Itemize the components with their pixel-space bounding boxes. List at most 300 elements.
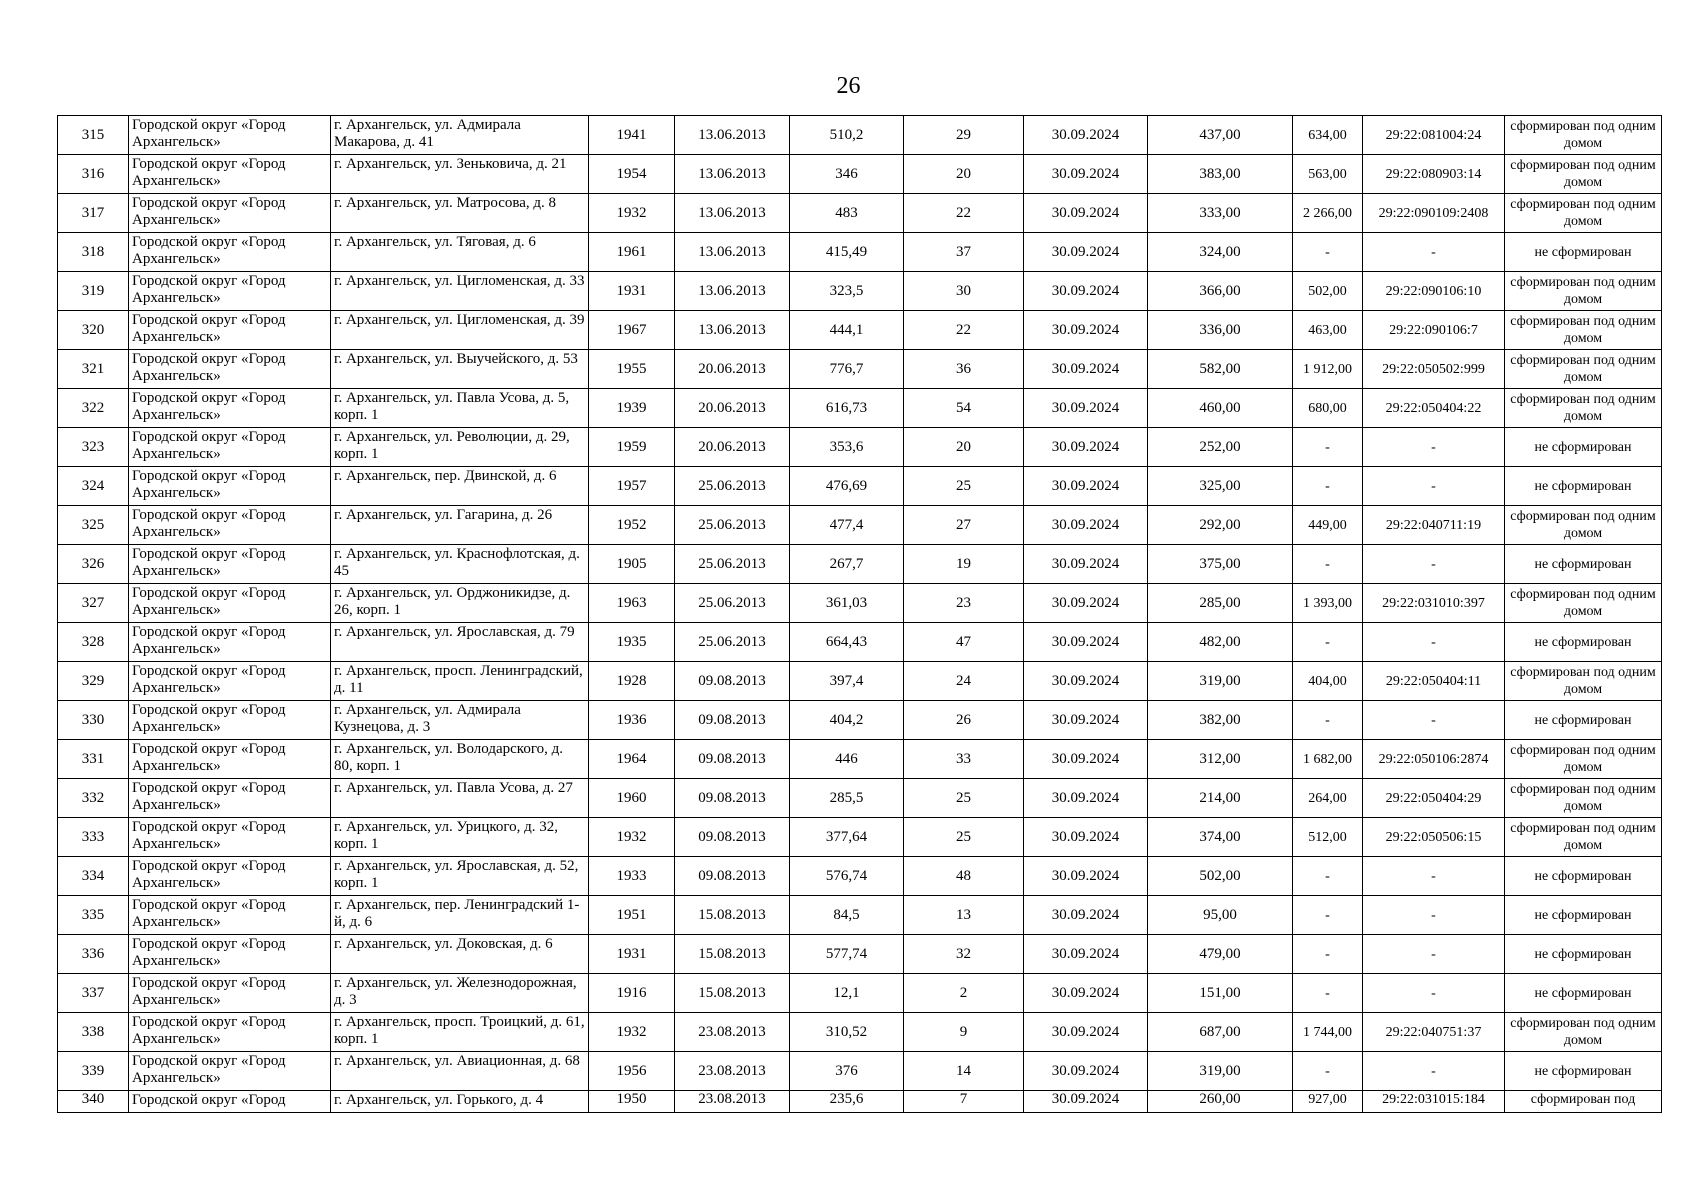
cell-deadline: 30.09.2024 (1024, 701, 1148, 740)
cell-municipality: Городской округ «Город Архангельск» (129, 935, 331, 974)
cell-area: 483 (790, 194, 904, 233)
cell-address: г. Архангельск, просп. Ленинградский, д. 11 (331, 662, 589, 701)
cell-number: 332 (58, 779, 129, 818)
cell-deadline: 30.09.2024 (1024, 506, 1148, 545)
cell-number: 330 (58, 701, 129, 740)
cell-municipality: Городской округ «Город Архангельск» (129, 857, 331, 896)
table-row (58, 779, 1662, 818)
cell-land-area: - (1293, 896, 1363, 935)
cell-cadastral-number: - (1363, 974, 1505, 1013)
table-row (58, 896, 1662, 935)
cell-land-status: сформирован под одним домом (1505, 584, 1662, 623)
cell-cadastral-number: - (1363, 428, 1505, 467)
cell-address: г. Архангельск, просп. Троицкий, д. 61, корп. 1 (331, 1013, 589, 1052)
cell-build-year: 1931 (589, 272, 675, 311)
cell-area: 477,4 (790, 506, 904, 545)
cell-deadline: 30.09.2024 (1024, 116, 1148, 155)
table-row (58, 116, 1662, 155)
cell-number: 322 (58, 389, 129, 428)
cell-land-status: сформирован под одним домом (1505, 1013, 1662, 1052)
cell-cadastral-number: 29:22:081004:24 (1363, 116, 1505, 155)
cell-municipality: Городской округ «Город Архангельск» (129, 389, 331, 428)
cell-number: 335 (58, 896, 129, 935)
cell-build-year: 1931 (589, 935, 675, 974)
cell-deadline: 30.09.2024 (1024, 155, 1148, 194)
cell-address: г. Архангельск, ул. Зеньковича, д. 21 (331, 155, 589, 194)
cell-municipality: Городской округ «Город Архангельск» (129, 545, 331, 584)
cell-land-area: 1 744,00 (1293, 1013, 1363, 1052)
cell-deadline: 30.09.2024 (1024, 1091, 1148, 1113)
cell-deadline: 30.09.2024 (1024, 311, 1148, 350)
cell-residents: 20 (904, 428, 1024, 467)
cell-municipality: Городской округ «Город Архангельск» (129, 428, 331, 467)
table-row (58, 194, 1662, 233)
cell-cadastral-number: - (1363, 935, 1505, 974)
cell-land-area: 463,00 (1293, 311, 1363, 350)
cell-area: 776,7 (790, 350, 904, 389)
cell-deadline: 30.09.2024 (1024, 194, 1148, 233)
cell-municipality: Городской округ «Город (129, 1091, 331, 1113)
cell-area-planned: 687,00 (1148, 1013, 1293, 1052)
cell-deadline: 30.09.2024 (1024, 1052, 1148, 1091)
cell-residents: 32 (904, 935, 1024, 974)
cell-land-area: 404,00 (1293, 662, 1363, 701)
cell-residents: 25 (904, 779, 1024, 818)
cell-area-planned: 437,00 (1148, 116, 1293, 155)
cell-area: 616,73 (790, 389, 904, 428)
table-row (58, 740, 1662, 779)
cell-cadastral-number: 29:22:050404:11 (1363, 662, 1505, 701)
cell-address: г. Архангельск, ул. Павла Усова, д. 27 (331, 779, 589, 818)
cell-area-planned: 333,00 (1148, 194, 1293, 233)
cell-recognition-date: 13.06.2013 (675, 233, 790, 272)
table-row (58, 233, 1662, 272)
cell-address: г. Архангельск, ул. Цигломенская, д. 33 (331, 272, 589, 311)
cell-address: г. Архангельск, ул. Доковская, д. 6 (331, 935, 589, 974)
cell-address: г. Архангельск, ул. Горького, д. 4 (331, 1091, 589, 1113)
cell-address: г. Архангельск, ул. Адмирала Макарова, д. 41 (331, 116, 589, 155)
cell-residents: 9 (904, 1013, 1024, 1052)
cell-land-area: - (1293, 623, 1363, 662)
table-row (58, 701, 1662, 740)
cell-build-year: 1932 (589, 194, 675, 233)
cell-number: 324 (58, 467, 129, 506)
cell-deadline: 30.09.2024 (1024, 662, 1148, 701)
cell-build-year: 1963 (589, 584, 675, 623)
cell-number: 334 (58, 857, 129, 896)
cell-land-area: - (1293, 1052, 1363, 1091)
cell-recognition-date: 13.06.2013 (675, 194, 790, 233)
cell-municipality: Городской округ «Город Архангельск» (129, 662, 331, 701)
cell-municipality: Городской округ «Город Архангельск» (129, 311, 331, 350)
cell-number: 340 (58, 1091, 129, 1113)
cell-build-year: 1932 (589, 1013, 675, 1052)
cell-land-area: - (1293, 467, 1363, 506)
cell-number: 339 (58, 1052, 129, 1091)
cell-land-area: 512,00 (1293, 818, 1363, 857)
cell-area: 285,5 (790, 779, 904, 818)
cell-build-year: 1955 (589, 350, 675, 389)
cell-cadastral-number: 29:22:090109:2408 (1363, 194, 1505, 233)
cell-cadastral-number: 29:22:050404:22 (1363, 389, 1505, 428)
cell-area: 84,5 (790, 896, 904, 935)
cell-residents: 24 (904, 662, 1024, 701)
table-row (58, 974, 1662, 1013)
cell-residents: 23 (904, 584, 1024, 623)
cell-land-status: не сформирован (1505, 428, 1662, 467)
cell-area: 397,4 (790, 662, 904, 701)
cell-land-status: сформирован под одним домом (1505, 818, 1662, 857)
cell-recognition-date: 20.06.2013 (675, 350, 790, 389)
cell-municipality: Городской округ «Город Архангельск» (129, 779, 331, 818)
cell-address: г. Архангельск, ул. Краснофлотская, д. 45 (331, 545, 589, 584)
cell-address: г. Архангельск, ул. Матросова, д. 8 (331, 194, 589, 233)
cell-land-area: 680,00 (1293, 389, 1363, 428)
cell-deadline: 30.09.2024 (1024, 272, 1148, 311)
cell-land-area: - (1293, 428, 1363, 467)
cell-municipality: Городской округ «Город Архангельск» (129, 350, 331, 389)
cell-area-planned: 382,00 (1148, 701, 1293, 740)
cell-cadastral-number: 29:22:031015:184 (1363, 1091, 1505, 1113)
cell-area: 476,69 (790, 467, 904, 506)
cell-build-year: 1933 (589, 857, 675, 896)
cell-number: 318 (58, 233, 129, 272)
cell-land-status: сформирован под одним домом (1505, 350, 1662, 389)
cell-land-area: 927,00 (1293, 1091, 1363, 1113)
cell-build-year: 1941 (589, 116, 675, 155)
cell-land-area: - (1293, 974, 1363, 1013)
cell-cadastral-number: 29:22:050404:29 (1363, 779, 1505, 818)
cell-address: г. Архангельск, ул. Цигломенская, д. 39 (331, 311, 589, 350)
cell-recognition-date: 09.08.2013 (675, 857, 790, 896)
cell-build-year: 1936 (589, 701, 675, 740)
cell-municipality: Городской округ «Город Архангельск» (129, 1013, 331, 1052)
cell-cadastral-number: - (1363, 896, 1505, 935)
cell-address: г. Архангельск, ул. Революции, д. 29, корп. 1 (331, 428, 589, 467)
cell-land-status: сформирован под одним домом (1505, 506, 1662, 545)
cell-area: 267,7 (790, 545, 904, 584)
cell-build-year: 1950 (589, 1091, 675, 1113)
cell-address: г. Архангельск, ул. Авиационная, д. 68 (331, 1052, 589, 1091)
cell-area-planned: 336,00 (1148, 311, 1293, 350)
cell-land-area: 449,00 (1293, 506, 1363, 545)
table-row (58, 623, 1662, 662)
cell-residents: 27 (904, 506, 1024, 545)
cell-area-planned: 366,00 (1148, 272, 1293, 311)
cell-land-area: 264,00 (1293, 779, 1363, 818)
cell-residents: 33 (904, 740, 1024, 779)
cell-area: 377,64 (790, 818, 904, 857)
cell-area-planned: 482,00 (1148, 623, 1293, 662)
cell-number: 338 (58, 1013, 129, 1052)
cell-area: 404,2 (790, 701, 904, 740)
cell-area-planned: 214,00 (1148, 779, 1293, 818)
cell-address: г. Архангельск, ул. Выучейского, д. 53 (331, 350, 589, 389)
cell-address: г. Архангельск, ул. Володарского, д. 80, корп. 1 (331, 740, 589, 779)
cell-cadastral-number: 29:22:050506:15 (1363, 818, 1505, 857)
table-row (58, 1013, 1662, 1052)
cell-land-area: - (1293, 545, 1363, 584)
cell-area-planned: 502,00 (1148, 857, 1293, 896)
cell-address: г. Архангельск, ул. Тяговая, д. 6 (331, 233, 589, 272)
cell-deadline: 30.09.2024 (1024, 935, 1148, 974)
cell-area-planned: 325,00 (1148, 467, 1293, 506)
cell-recognition-date: 15.08.2013 (675, 935, 790, 974)
cell-address: г. Архангельск, ул. Урицкого, д. 32, корп. 1 (331, 818, 589, 857)
cell-residents: 2 (904, 974, 1024, 1013)
cell-cadastral-number: 29:22:090106:7 (1363, 311, 1505, 350)
cell-build-year: 1939 (589, 389, 675, 428)
cell-build-year: 1951 (589, 896, 675, 935)
cell-area-planned: 319,00 (1148, 662, 1293, 701)
cell-area: 510,2 (790, 116, 904, 155)
cell-municipality: Городской округ «Город Архангельск» (129, 467, 331, 506)
cell-build-year: 1935 (589, 623, 675, 662)
cell-municipality: Городской округ «Город Архангельск» (129, 1052, 331, 1091)
cell-cadastral-number: 29:22:031010:397 (1363, 584, 1505, 623)
cell-address: г. Архангельск, ул. Павла Усова, д. 5, корп. 1 (331, 389, 589, 428)
cell-build-year: 1928 (589, 662, 675, 701)
cell-recognition-date: 09.08.2013 (675, 818, 790, 857)
cell-area: 353,6 (790, 428, 904, 467)
cell-address: г. Архангельск, ул. Ярославская, д. 79 (331, 623, 589, 662)
cell-deadline: 30.09.2024 (1024, 389, 1148, 428)
table-row (58, 584, 1662, 623)
cell-area-planned: 285,00 (1148, 584, 1293, 623)
table-body (58, 116, 1662, 1113)
table-row (58, 662, 1662, 701)
cell-build-year: 1905 (589, 545, 675, 584)
cell-area-planned: 582,00 (1148, 350, 1293, 389)
cell-cadastral-number: 29:22:080903:14 (1363, 155, 1505, 194)
cell-deadline: 30.09.2024 (1024, 467, 1148, 506)
cell-area-planned: 479,00 (1148, 935, 1293, 974)
cell-land-status: сформирован под одним домом (1505, 389, 1662, 428)
cell-residents: 20 (904, 155, 1024, 194)
cell-residents: 13 (904, 896, 1024, 935)
cell-recognition-date: 15.08.2013 (675, 974, 790, 1013)
cell-area-planned: 95,00 (1148, 896, 1293, 935)
cell-land-area: - (1293, 701, 1363, 740)
cell-deadline: 30.09.2024 (1024, 1013, 1148, 1052)
cell-recognition-date: 09.08.2013 (675, 701, 790, 740)
cell-cadastral-number: 29:22:040751:37 (1363, 1013, 1505, 1052)
cell-address: г. Архангельск, ул. Гагарина, д. 26 (331, 506, 589, 545)
table-row (58, 1052, 1662, 1091)
cell-land-status: сформирован под одним домом (1505, 662, 1662, 701)
table-row (58, 506, 1662, 545)
cell-number: 336 (58, 935, 129, 974)
cell-land-status: не сформирован (1505, 1052, 1662, 1091)
cell-municipality: Городской округ «Город Архангельск» (129, 584, 331, 623)
cell-number: 321 (58, 350, 129, 389)
cell-area-planned: 375,00 (1148, 545, 1293, 584)
cell-land-status: сформирован под одним домом (1505, 272, 1662, 311)
cell-recognition-date: 09.08.2013 (675, 779, 790, 818)
cell-residents: 22 (904, 194, 1024, 233)
cell-area-planned: 252,00 (1148, 428, 1293, 467)
cell-area: 576,74 (790, 857, 904, 896)
table-row (58, 155, 1662, 194)
cell-residents: 36 (904, 350, 1024, 389)
table-row (58, 467, 1662, 506)
cell-municipality: Городской округ «Город Архангельск» (129, 818, 331, 857)
cell-recognition-date: 23.08.2013 (675, 1013, 790, 1052)
cell-recognition-date: 13.06.2013 (675, 311, 790, 350)
cell-municipality: Городской округ «Город Архангельск» (129, 623, 331, 662)
cell-deadline: 30.09.2024 (1024, 857, 1148, 896)
cell-municipality: Городской округ «Город Архангельск» (129, 272, 331, 311)
cell-land-status: не сформирован (1505, 623, 1662, 662)
cell-land-area: 1 682,00 (1293, 740, 1363, 779)
cell-deadline: 30.09.2024 (1024, 779, 1148, 818)
cell-land-area: 563,00 (1293, 155, 1363, 194)
cell-deadline: 30.09.2024 (1024, 974, 1148, 1013)
cell-area-planned: 374,00 (1148, 818, 1293, 857)
cell-area-planned: 260,00 (1148, 1091, 1293, 1113)
cell-number: 315 (58, 116, 129, 155)
cell-cadastral-number: 29:22:040711:19 (1363, 506, 1505, 545)
cell-cadastral-number: 29:22:090106:10 (1363, 272, 1505, 311)
cell-number: 337 (58, 974, 129, 1013)
housing-registry-table (57, 115, 1662, 1113)
cell-residents: 19 (904, 545, 1024, 584)
cell-area-planned: 324,00 (1148, 233, 1293, 272)
cell-municipality: Городской округ «Город Архангельск» (129, 506, 331, 545)
cell-municipality: Городской округ «Город Архангельск» (129, 701, 331, 740)
cell-recognition-date: 13.06.2013 (675, 155, 790, 194)
cell-residents: 25 (904, 818, 1024, 857)
cell-recognition-date: 25.06.2013 (675, 584, 790, 623)
cell-area-planned: 151,00 (1148, 974, 1293, 1013)
cell-land-status: сформирован под одним домом (1505, 311, 1662, 350)
cell-residents: 26 (904, 701, 1024, 740)
cell-municipality: Городской округ «Город Архангельск» (129, 233, 331, 272)
cell-cadastral-number: - (1363, 1052, 1505, 1091)
cell-land-area: 1 393,00 (1293, 584, 1363, 623)
cell-area-planned: 292,00 (1148, 506, 1293, 545)
cell-build-year: 1952 (589, 506, 675, 545)
cell-number: 327 (58, 584, 129, 623)
cell-land-area: 502,00 (1293, 272, 1363, 311)
cell-area: 12,1 (790, 974, 904, 1013)
cell-municipality: Городской округ «Город Архангельск» (129, 194, 331, 233)
cell-area: 235,6 (790, 1091, 904, 1113)
cell-address: г. Архангельск, пер. Ленинградский 1-й, д. 6 (331, 896, 589, 935)
cell-residents: 47 (904, 623, 1024, 662)
cell-land-status: сформирован под одним домом (1505, 740, 1662, 779)
cell-municipality: Городской округ «Город Архангельск» (129, 155, 331, 194)
cell-number: 328 (58, 623, 129, 662)
cell-number: 331 (58, 740, 129, 779)
cell-residents: 22 (904, 311, 1024, 350)
table-row (58, 818, 1662, 857)
cell-address: г. Архангельск, ул. Ярославская, д. 52, корп. 1 (331, 857, 589, 896)
cell-deadline: 30.09.2024 (1024, 896, 1148, 935)
cell-residents: 14 (904, 1052, 1024, 1091)
cell-area-planned: 312,00 (1148, 740, 1293, 779)
table-row (58, 350, 1662, 389)
table-row (58, 428, 1662, 467)
cell-area: 446 (790, 740, 904, 779)
cell-build-year: 1959 (589, 428, 675, 467)
cell-build-year: 1956 (589, 1052, 675, 1091)
cell-build-year: 1932 (589, 818, 675, 857)
cell-land-area: 1 912,00 (1293, 350, 1363, 389)
cell-land-area: - (1293, 935, 1363, 974)
cell-residents: 30 (904, 272, 1024, 311)
cell-area: 664,43 (790, 623, 904, 662)
cell-residents: 25 (904, 467, 1024, 506)
cell-municipality: Городской округ «Город Архангельск» (129, 116, 331, 155)
cell-recognition-date: 25.06.2013 (675, 545, 790, 584)
cell-area: 323,5 (790, 272, 904, 311)
cell-build-year: 1916 (589, 974, 675, 1013)
cell-area: 444,1 (790, 311, 904, 350)
cell-build-year: 1957 (589, 467, 675, 506)
cell-recognition-date: 09.08.2013 (675, 662, 790, 701)
cell-residents: 7 (904, 1091, 1024, 1113)
cell-number: 320 (58, 311, 129, 350)
cell-deadline: 30.09.2024 (1024, 545, 1148, 584)
cell-land-status: сформирован под одним домом (1505, 779, 1662, 818)
cell-area: 376 (790, 1052, 904, 1091)
cell-land-status: не сформирован (1505, 233, 1662, 272)
cell-deadline: 30.09.2024 (1024, 740, 1148, 779)
cell-land-status: не сформирован (1505, 935, 1662, 974)
cell-land-status: не сформирован (1505, 545, 1662, 584)
cell-residents: 48 (904, 857, 1024, 896)
cell-number: 317 (58, 194, 129, 233)
cell-land-status: не сформирован (1505, 974, 1662, 1013)
cell-deadline: 30.09.2024 (1024, 233, 1148, 272)
cell-number: 333 (58, 818, 129, 857)
cell-cadastral-number: 29:22:050502:999 (1363, 350, 1505, 389)
cell-recognition-date: 23.08.2013 (675, 1091, 790, 1113)
cell-build-year: 1964 (589, 740, 675, 779)
cell-recognition-date: 09.08.2013 (675, 740, 790, 779)
cell-area: 310,52 (790, 1013, 904, 1052)
cell-area-planned: 460,00 (1148, 389, 1293, 428)
cell-land-status: не сформирован (1505, 467, 1662, 506)
cell-recognition-date: 20.06.2013 (675, 428, 790, 467)
cell-municipality: Городской округ «Город Архангельск» (129, 740, 331, 779)
cell-recognition-date: 25.06.2013 (675, 467, 790, 506)
cell-address: г. Архангельск, ул. Адмирала Кузнецова, д. 3 (331, 701, 589, 740)
cell-cadastral-number: 29:22:050106:2874 (1363, 740, 1505, 779)
cell-cadastral-number: - (1363, 467, 1505, 506)
cell-municipality: Городской округ «Город Архангельск» (129, 974, 331, 1013)
cell-land-status: не сформирован (1505, 701, 1662, 740)
cell-number: 323 (58, 428, 129, 467)
cell-recognition-date: 13.06.2013 (675, 272, 790, 311)
cell-residents: 29 (904, 116, 1024, 155)
cell-recognition-date: 15.08.2013 (675, 896, 790, 935)
cell-residents: 54 (904, 389, 1024, 428)
cell-deadline: 30.09.2024 (1024, 350, 1148, 389)
cell-land-area: - (1293, 233, 1363, 272)
cell-land-area: - (1293, 857, 1363, 896)
cell-cadastral-number: - (1363, 545, 1505, 584)
cell-land-status: сформирован под одним домом (1505, 116, 1662, 155)
cell-cadastral-number: - (1363, 233, 1505, 272)
cell-area-planned: 319,00 (1148, 1052, 1293, 1091)
cell-recognition-date: 23.08.2013 (675, 1052, 790, 1091)
cell-number: 325 (58, 506, 129, 545)
cell-residents: 37 (904, 233, 1024, 272)
cell-recognition-date: 20.06.2013 (675, 389, 790, 428)
table-row (58, 389, 1662, 428)
